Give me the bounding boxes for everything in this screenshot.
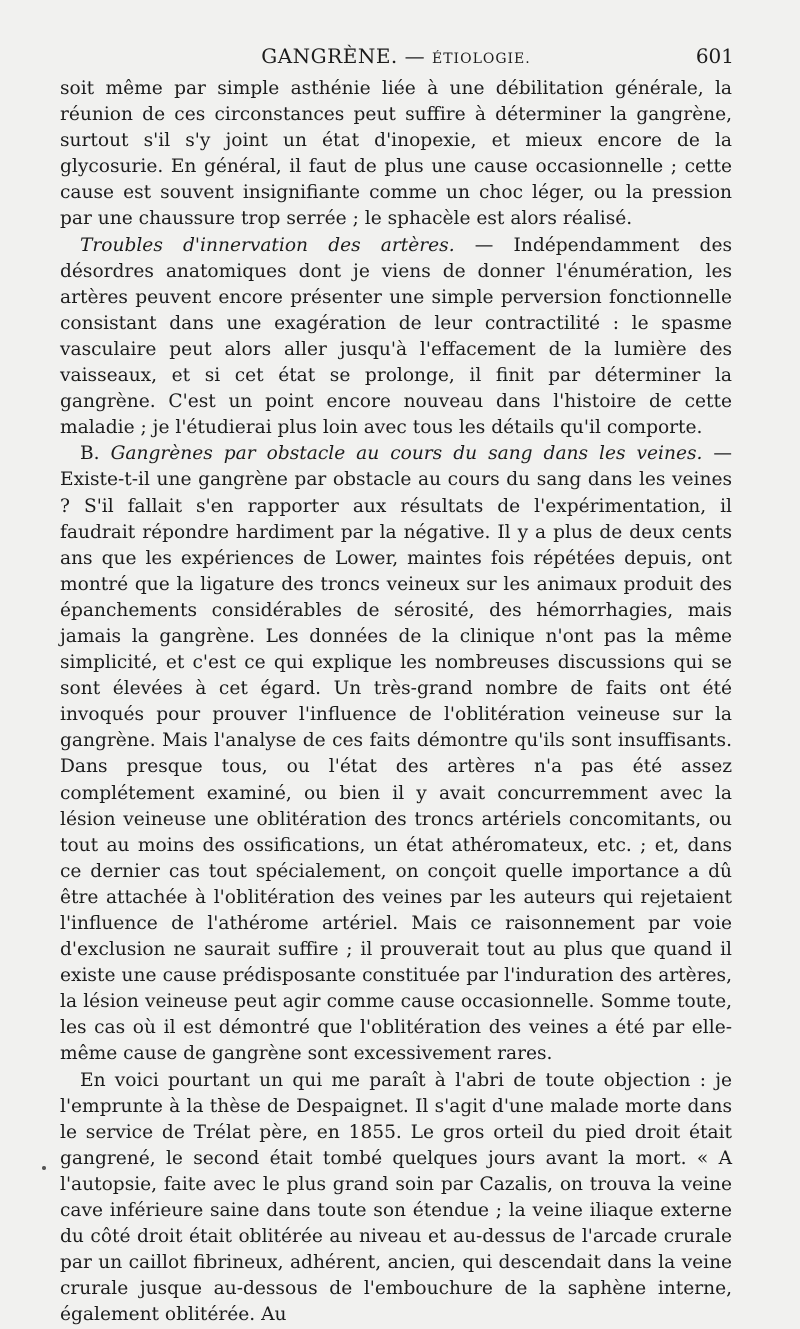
paragraph (60, 1068, 732, 1329)
paragraph-text: — Existe-t-il une gangrène par obstacle au cours du sang dans les veines ? S'il fallait s'en rapporter aux résultats de l'expérimentation, il faudrait répondre hardiment par la négative. Il y a plus de deux cents ans que les expériences de Lower, maintes fois répétées depuis, ont montré que la ligature des troncs veineux sur les animaux produit des épanchements considérables de sérosité, des hémorrhagies, mais jamais la gangrène. Les données de la clinique n'ont pas la même simplicité, et c'est ce qui explique les nombreuses discussions qui se sont élevées à cet égard. Un très-grand nombre de faits ont été invoqués pour prouver l'influence de l'oblitération veineuse sur la gangrène. Mais l'analyse de ces faits démontre qu'ils sont insuffisants. Dans presque tous, ou l'état des artères n'a pas été assez complétement examiné, ou bien il y avait concurremment avec la lésion veineuse une oblitération des troncs artériels concomitants, ou tout au moins des ossifications, un état athéromateux, etc. ; et, dans ce dernier cas tout spécialement, on conçoit quelle importance a dû être attachée à l'oblitération des veines par les auteurs qui rejetaient l'influence de l'athérome artériel. Mais ce raisonnement par voie d'exclusion ne saurait suffire ; il prouverait tout au plus que quand il existe une cause prédisposante constituée par l'induration des artères, la lésion veineuse peut agir comme cause occasionnelle. Somme toute, les cas où il est démontré que l'oblitération des veines a été par elle-même cause de gangrène sont excessivement rares. (60, 443, 732, 1065)
scan-speck (42, 1166, 46, 1170)
paragraph (60, 233, 732, 442)
paragraph (60, 76, 732, 233)
paragraph (60, 441, 732, 1067)
paragraph-text: En voici pourtant un qui me paraît à l'abri de toute objection : je l'emprunte à la thèse de Despaignet. Il s'agit d'une malade morte dans le service de Trélat père, en 1855. Le gros orteil du pied droit était gangrené, le second était tombé quelques jours avant la mort. « A l'autopsie, faite avec le plus grand soin par Cazalis, on trouva la veine cave inférieure saine dans toute son étendue ; la veine iliaque externe du côté droit était oblitérée au niveau et au-dessus de l'arcade crurale par un caillot fibrineux, adhérent, ancien, qui descendait dans la veine crurale jusque au-dessous de l'embouchure de la saphène interne, également oblitérée. Au (60, 1069, 732, 1326)
running-header (60, 38, 732, 74)
running-title (60, 38, 732, 77)
body-text (60, 76, 732, 1329)
running-title-main: GANGRÈNE. — (261, 44, 426, 68)
section-heading: Troubles d'innervation des artères. (80, 234, 455, 256)
paragraph-text: soit même par simple asthénie liée à une débilitation générale, la réunion de ces circonstances peut suffire à déterminer la gangrène, surtout s'il s'y joint un état d'inopexie, et mieux encore de la glycosurie. En général, il faut de plus une cause occasionnelle ; cette cause est souvent insignifiante comme un choc léger, ou la pression par une chaussure trop serrée ; le sphacèle est alors réalisé. (60, 78, 732, 230)
page-number: 601 (695, 44, 734, 68)
section-heading: Gangrènes par obstacle au cours du sang dans les veines. (110, 443, 703, 465)
paragraph-text: — Indépendamment des désordres anatomiques dont je viens de donner l'énumération, les artères peuvent encore présenter une simple perversion fonctionnelle consistant dans une exagération de leur contractilité : le spasme vasculaire peut alors aller jusqu'à l'effacement de la lumière des vaisseaux, et si cet état se prolonge, il finit par déterminer la gangrène. C'est un point encore nouveau dans l'histoire de cette maladie ; je l'étudierai plus loin avec tous les détails qu'il comporte. (60, 234, 732, 439)
section-label: B. (80, 443, 111, 465)
running-title-section: ÉTIOLOGIE. (432, 51, 531, 67)
